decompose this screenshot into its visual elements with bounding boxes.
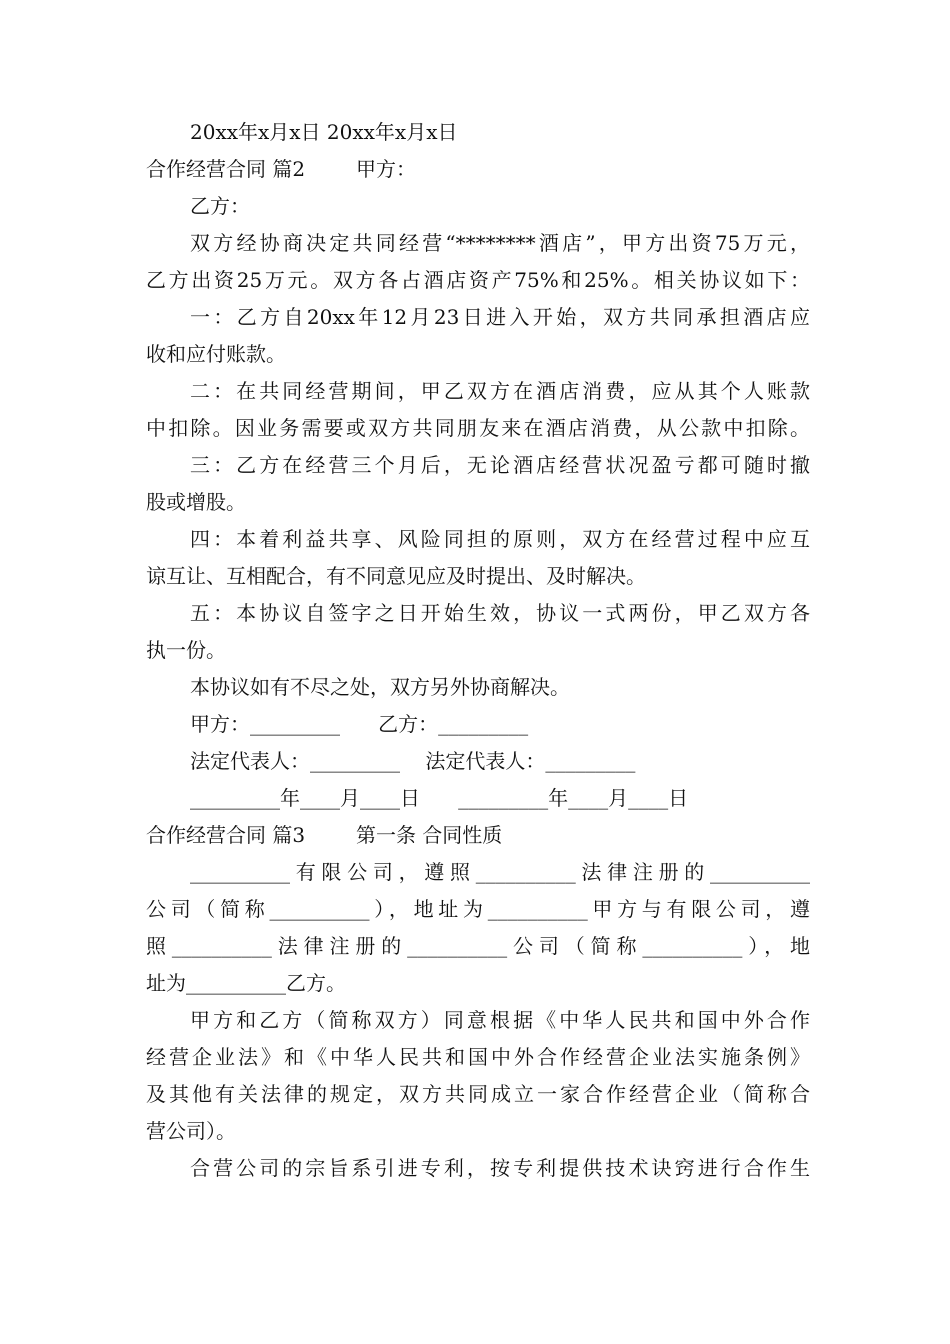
text-line: 照__________法律注册的__________公司（简称__________），地 <box>146 934 810 958</box>
text-line: 经营企业法》和《中华人民共和国中外合作经营企业法实施条例》 <box>146 1045 810 1069</box>
text-line: 谅互让、互相配合，有不同意见应及时提出、及时解决。 <box>146 564 646 588</box>
text-line: 中扣除。因业务需要或双方共同朋友来在酒店消费，从公款中扣除。 <box>146 416 810 440</box>
text-line: 股或增股。 <box>146 490 246 514</box>
text-line: 乙方出资25万元。双方各占酒店资产75%和25%。相关协议如下： <box>146 268 810 292</box>
document-page <box>146 114 810 1187</box>
text-line: _________年____月____日 _________年____月____日 <box>190 786 689 810</box>
text-line: 公司（简称__________），地址为__________甲方与有限公司，遵 <box>146 897 810 921</box>
text-line: 一：乙方自20xx年12月23日进入开始，双方共同承担酒店应 <box>190 305 810 329</box>
text-line: 乙方： <box>190 194 250 218</box>
text-line: 及其他有关法律的规定，双方共同成立一家合作经营企业（简称合 <box>146 1082 810 1106</box>
text-line: 营公司）。 <box>146 1119 236 1143</box>
text-line: 法定代表人：_________ 法定代表人：_________ <box>190 749 636 773</box>
text-line: 甲方和乙方（简称双方）同意根据《中华人民共和国中外合作 <box>190 1008 810 1032</box>
text-line: __________有限公司，遵照__________法律注册的__________ <box>190 860 810 884</box>
text-line: 四：本着利益共享、风险同担的原则，双方在经营过程中应互 <box>190 527 810 551</box>
text-line: 执一份。 <box>146 638 226 662</box>
text-line: 甲方：_________ 乙方：_________ <box>190 712 529 736</box>
text-line: 20xx年x月x日 20xx年x月x日 <box>190 120 458 144</box>
text-line: 双方经协商决定共同经营“********酒店”，甲方出资75万元， <box>190 231 810 255</box>
text-line: 合营公司的宗旨系引进专利，按专利提供技术诀窍进行合作生 <box>190 1156 810 1180</box>
text-line: 合作经营合同 篇2 甲方： <box>146 157 416 181</box>
text-line: 三：乙方在经营三个月后，无论酒店经营状况盈亏都可随时撤 <box>190 453 810 477</box>
text-line: 本协议如有不尽之处，双方另外协商解决。 <box>190 675 570 699</box>
text-line: 二：在共同经营期间，甲乙双方在酒店消费，应从其个人账款 <box>190 379 810 403</box>
text-line: 址为__________乙方。 <box>146 971 346 995</box>
text-line: 收和应付账款。 <box>146 342 286 366</box>
text-line: 五：本协议自签字之日开始生效，协议一式两份，甲乙双方各 <box>190 601 810 625</box>
text-line: 合作经营合同 篇3 第一条 合同性质 <box>146 823 503 847</box>
